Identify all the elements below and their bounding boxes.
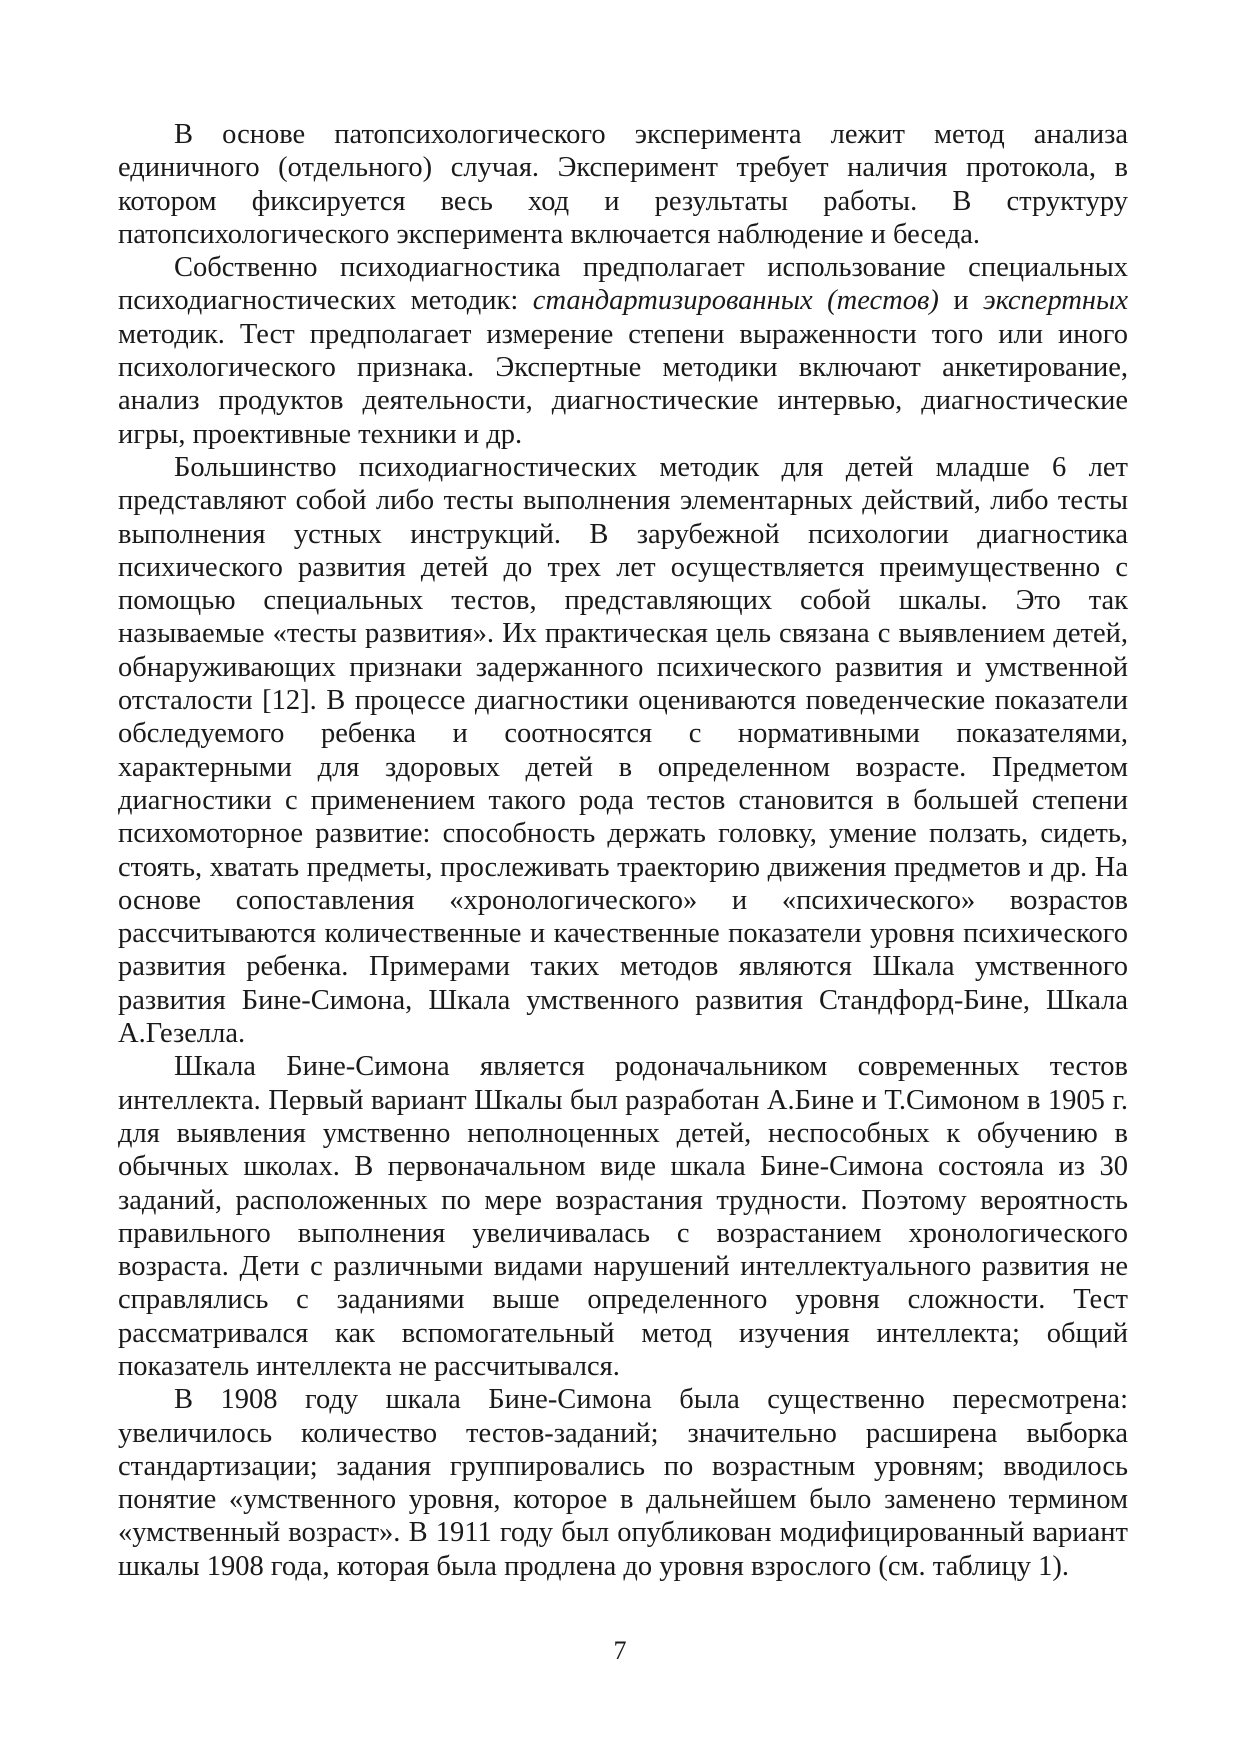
- paragraph-psychodiagnostics: [118, 251, 1128, 451]
- paragraph-development-tests: Большинство психодиагностических методик для детей младше 6 лет представляют собой либо тесты выполнения элементарных действий, либо тесты выполнения устных инструкций. В зарубежной психологии диагностика психического развития детей до трех лет осуществляется преимущественно с помощью специальных тестов, представляющих собой шкалы. Это так называемые «тесты развития». Их практическая цель связана с выявлением детей, обнаруживающих признаки задержанного психического развития и умственной отсталости [12]. В процессе диагностики оцениваются поведенческие показатели обследуемого ребенка и соотносятся с нормативными показателями, характерными для здоровых детей в определенном возрасте. Предметом диагностики с применением такого рода тестов становится в большей степени психомоторное развитие: способность держать головку, умение ползать, сидеть, стоять, хватать предметы, прослеживать траекторию движения предметов и др. На основе сопоставления «хронологического» и «психического» возрастов рассчитываются количественные и качественные показатели уровня психического развития ребенка. Примерами таких методов являются Шкала умственного развития Бине-Симона, Шкала умственного развития Стандфорд-Бине, Шкала А.Гезелла.: [118, 451, 1128, 1050]
- paragraph-pathopsychology-experiment: В основе патопсихологического эксперимента лежит метод анализа единичного (отдельного) случая. Эксперимент требует наличия протокола, в котором фиксируется весь ход и результаты работы. В структуру патопсихологического эксперимента включается наблюдение и беседа.: [118, 119, 1128, 250]
- paragraph-2-text-1: Собственно психодиагностика предполагает использование специальных психодиагностических методик:: [118, 252, 1128, 317]
- paragraph-binet-simon-scale: Шкала Бине-Симона является родоначальником современных тестов интеллекта. Первый вариант Шкалы был разработан А.Бине и Т.Симоном в 1905 г. для выявления умственно неполноценных детей, неспособных к обучению в обычных школах. В первоначальном виде шкала Бине-Симона состояла из 30 заданий, расположенных по мере возрастания трудности. Поэтому вероятность правильного выполнения увеличивалась с возрастанием хронологического возраста. Дети с различными видами нарушений интеллектуального развития не справлялись с заданиями выше определенного уровня сложности. Тест рассматривался как вспомогательный метод изучения интеллекта; общий показатель интеллекта не рассчитывался.: [118, 1051, 1128, 1382]
- paragraph-1908-revision: В 1908 году шкала Бине-Симона была существенно пересмотрена: увеличилось количество тестов-заданий; значительно расширена выборка стандартизации; задания группировались по возрастным уровням; вводилось понятие «умственного уровня, которое в дальнейшем было заменено термином «умственный возраст». В 1911 году был опубликован модифицированный вариант шкалы 1908 года, которая была продлена до уровня взрослого (см. таблицу 1).: [118, 1384, 1128, 1582]
- paragraph-2-text-2: и: [938, 285, 984, 317]
- expert-methods-term: экспертных: [983, 285, 1128, 317]
- page-number: 7: [613, 1636, 627, 1665]
- body-text: [118, 118, 1128, 1583]
- standardized-tests-term: стандартизированных (тестов): [532, 285, 939, 317]
- paragraph-2-text-3: методик. Тест предполагает измерение степени выраженности того или иного психологического признака. Экспертные методики включают анкетирование, анализ продуктов деятельности, диагностические интервью, диагностические игры, проективные техники и др.: [118, 318, 1128, 450]
